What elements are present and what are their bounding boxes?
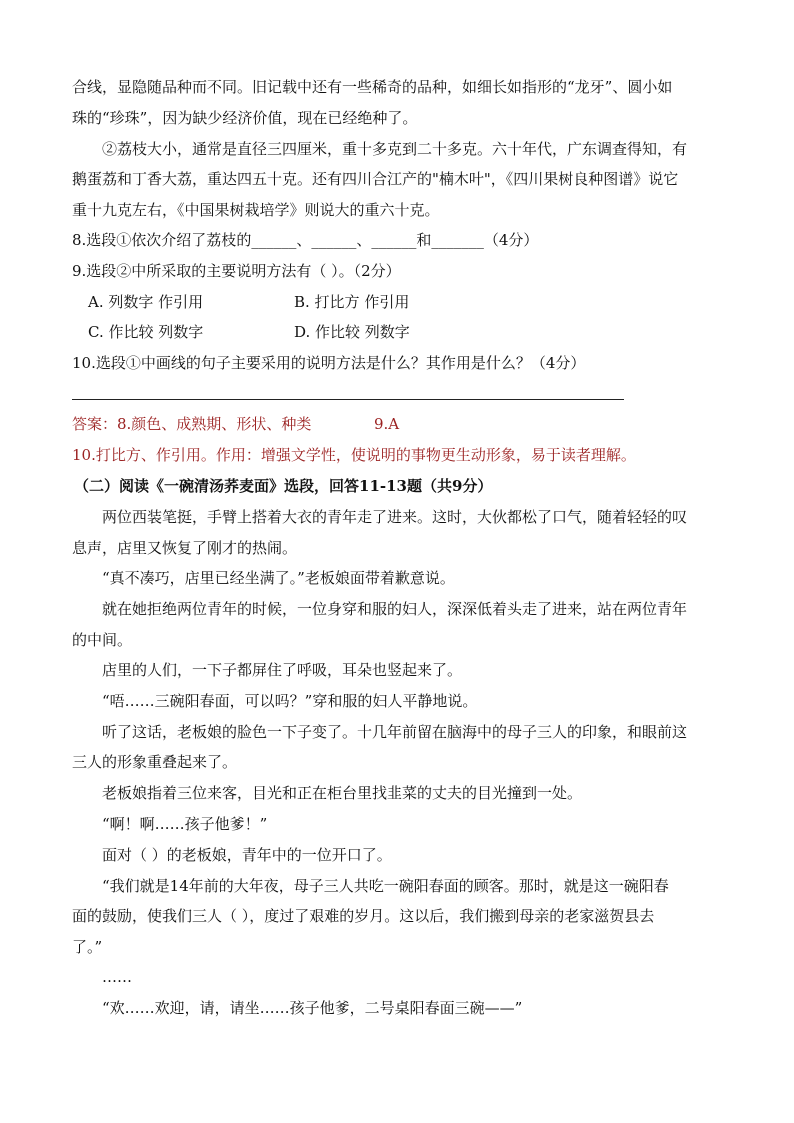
text-line: 面对（ ）的老板娘，青年中的一位开口了。	[102, 846, 392, 864]
text-line: 合线，显隐随品种而不同。旧记载中还有一些稀奇的品种，如细长如指形的“龙牙”、圆小如	[72, 78, 673, 96]
question-8: 8.选段①依次介绍了荔枝的______、______、______和_______（4分）	[72, 231, 539, 249]
option-d: D. 作比较 列数字	[294, 323, 410, 341]
text-line: 老板娘指着三位来客，目光和正在柜台里找韭菜的丈夫的目光撞到一处。	[102, 784, 583, 802]
answer-9: 9.A	[374, 415, 400, 433]
text-line: 听了这话，老板娘的脸色一下子变了。十几年前留在脑海中的母子三人的印象，和眼前这	[102, 723, 688, 741]
text-line: 息声，店里又恢复了刚才的热闹。	[72, 539, 298, 557]
text-line: “啊！啊……孩子他爹！”	[102, 815, 268, 833]
text-line: 店里的人们，一下子都屏住了呼吸，耳朵也竖起来了。	[102, 661, 463, 679]
text-line: 的中间。	[72, 631, 133, 649]
text-line: ②荔枝大小，通常是直径三四厘米，重十多克到二十多克。六十年代，广东调查得知，有	[102, 140, 688, 158]
text-line: “欢……欢迎，请，请坐……孩子他爹，二号桌阳春面三碗——”	[102, 999, 523, 1017]
text-line: 了。”	[72, 938, 103, 956]
option-a: A. 列数字 作引用	[88, 293, 204, 311]
text-line: “我们就是14年前的大年夜，母子三人共吃一碗阳春面的顾客。那时，就是这一碗阳春	[102, 877, 669, 895]
option-c: C. 作比较 列数字	[88, 323, 204, 341]
text-line: 面的鼓励，使我们三人（ ），度过了艰难的岁月。这以后，我们搬到母亲的老家滋贺县去	[72, 907, 655, 925]
text-line: 两位西装笔挺，手臂上搭着大衣的青年走了进来。这时，大伙都松了口气，随着轻轻的叹	[102, 508, 688, 526]
section-heading: （二）阅读《一碗清汤荞麦面》选段，回答11-13题（共9分）	[74, 477, 493, 495]
text-line: “真不凑巧，店里已经坐满了。”老板娘面带着歉意说。	[102, 569, 455, 587]
option-b: B. 打比方 作引用	[294, 293, 410, 311]
text-line: 鹅蛋荔和丁香大荔，重达四五十克。还有四川合江产的"楠木叶"，《四川果树良种图谱》说它	[72, 170, 679, 188]
text-line: 三人的形象重叠起来了。	[72, 753, 238, 771]
question-9: 9.选段②中所采取的主要说明方法有（ ）。（2分）	[72, 262, 401, 280]
ellipsis: ……	[102, 968, 132, 986]
answer-8: 答案：8.颜色、成熟期、形状、种类	[72, 415, 312, 433]
answer-10: 10.打比方、作引用。作用：增强文学性，使说明的事物更生动形象，易于读者理解。	[72, 446, 636, 464]
text-line: 珠的“珍珠”，因为缺少经济价值，现在已经绝种了。	[72, 109, 418, 127]
text-line: 就在她拒绝两位青年的时候，一位身穿和服的妇人，深深低着头走了进来，站在两位青年	[102, 600, 688, 618]
question-10: 10.选段①中画线的句子主要采用的说明方法是什么？其作用是什么？（4分）	[72, 354, 586, 372]
text-line: “唔……三碗阳春面，可以吗？”穿和服的妇人平静地说。	[102, 692, 478, 710]
answer-line	[72, 399, 624, 400]
text-line: 重十九克左右，《中国果树栽培学》则说大的重六十克。	[72, 201, 440, 219]
